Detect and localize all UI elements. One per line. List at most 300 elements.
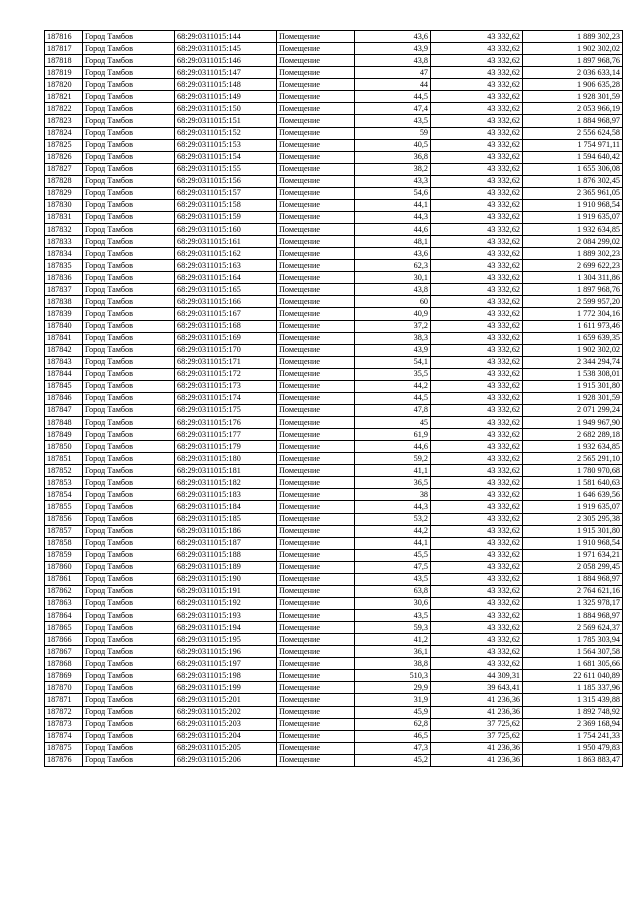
cadastral-number-cell: 68:29:0311015:185 [175, 513, 277, 525]
cadastral-value-cell: 1 902 302,02 [523, 344, 623, 356]
row-number-cell: 187850 [45, 441, 83, 453]
area-cell: 43,3 [355, 175, 431, 187]
area-cell: 36,1 [355, 646, 431, 658]
table-row [45, 103, 623, 115]
table-row [45, 670, 623, 682]
row-number-cell: 187870 [45, 682, 83, 694]
cadastral-value-cell: 2 369 168,94 [523, 718, 623, 730]
area-cell: 46,5 [355, 730, 431, 742]
row-number-cell: 187830 [45, 199, 83, 211]
row-number-cell: 187843 [45, 356, 83, 368]
table-row [45, 525, 623, 537]
specific-value-cell: 43 332,62 [431, 477, 523, 489]
cadastral-value-cell: 1 655 306,08 [523, 163, 623, 175]
cadastral-number-cell: 68:29:0311015:191 [175, 585, 277, 597]
row-number-cell: 187861 [45, 573, 83, 585]
table-body [45, 31, 623, 767]
cadastral-number-cell: 68:29:0311015:172 [175, 368, 277, 380]
municipality-cell: Город Тамбов [83, 320, 175, 332]
municipality-cell: Город Тамбов [83, 694, 175, 706]
specific-value-cell: 43 332,62 [431, 236, 523, 248]
table-row [45, 43, 623, 55]
table-row [45, 236, 623, 248]
specific-value-cell: 43 332,62 [431, 441, 523, 453]
row-number-cell: 187864 [45, 610, 83, 622]
row-number-cell: 187871 [45, 694, 83, 706]
row-number-cell: 187855 [45, 501, 83, 513]
municipality-cell: Город Тамбов [83, 79, 175, 91]
cadastral-value-cell: 1 876 302,45 [523, 175, 623, 187]
object-type-cell: Помещение [277, 622, 355, 634]
area-cell: 45,9 [355, 706, 431, 718]
area-cell: 43,5 [355, 115, 431, 127]
cadastral-number-cell: 68:29:0311015:175 [175, 404, 277, 416]
object-type-cell: Помещение [277, 706, 355, 718]
cadastral-value-cell: 1 892 748,92 [523, 706, 623, 718]
cadastral-number-cell: 68:29:0311015:206 [175, 754, 277, 766]
specific-value-cell: 43 332,62 [431, 525, 523, 537]
municipality-cell: Город Тамбов [83, 368, 175, 380]
cadastral-value-cell: 2 599 957,20 [523, 296, 623, 308]
area-cell: 44,2 [355, 380, 431, 392]
cadastral-value-cell: 1 884 968,97 [523, 610, 623, 622]
municipality-cell: Город Тамбов [83, 441, 175, 453]
row-number-cell: 187874 [45, 730, 83, 742]
object-type-cell: Помещение [277, 248, 355, 260]
area-cell: 38 [355, 489, 431, 501]
municipality-cell: Город Тамбов [83, 404, 175, 416]
object-type-cell: Помещение [277, 163, 355, 175]
object-type-cell: Помещение [277, 417, 355, 429]
area-cell: 59,3 [355, 622, 431, 634]
object-type-cell: Помещение [277, 127, 355, 139]
object-type-cell: Помещение [277, 501, 355, 513]
table-row [45, 175, 623, 187]
cadastral-number-cell: 68:29:0311015:164 [175, 272, 277, 284]
row-number-cell: 187839 [45, 308, 83, 320]
municipality-cell: Город Тамбов [83, 187, 175, 199]
cadastral-value-cell: 1 581 640,63 [523, 477, 623, 489]
row-number-cell: 187852 [45, 465, 83, 477]
object-type-cell: Помещение [277, 573, 355, 585]
area-cell: 59 [355, 127, 431, 139]
object-type-cell: Помещение [277, 175, 355, 187]
specific-value-cell: 43 332,62 [431, 513, 523, 525]
row-number-cell: 187858 [45, 537, 83, 549]
object-type-cell: Помещение [277, 55, 355, 67]
cadastral-number-cell: 68:29:0311015:153 [175, 139, 277, 151]
municipality-cell: Город Тамбов [83, 332, 175, 344]
municipality-cell: Город Тамбов [83, 634, 175, 646]
table-row [45, 658, 623, 670]
municipality-cell: Город Тамбов [83, 224, 175, 236]
object-type-cell: Помещение [277, 211, 355, 223]
table-row [45, 489, 623, 501]
cadastral-value-cell: 2 036 633,14 [523, 67, 623, 79]
row-number-cell: 187841 [45, 332, 83, 344]
cadastral-number-cell: 68:29:0311015:201 [175, 694, 277, 706]
specific-value-cell: 43 332,62 [431, 368, 523, 380]
table-row [45, 404, 623, 416]
cadastral-value-cell: 1 971 634,21 [523, 549, 623, 561]
specific-value-cell: 43 332,62 [431, 573, 523, 585]
cadastral-value-cell: 1 772 304,16 [523, 308, 623, 320]
cadastral-number-cell: 68:29:0311015:160 [175, 224, 277, 236]
area-cell: 43,8 [355, 284, 431, 296]
specific-value-cell: 43 332,62 [431, 429, 523, 441]
cadastral-value-cell: 1 932 634,85 [523, 441, 623, 453]
cadastral-value-cell: 2 365 961,05 [523, 187, 623, 199]
object-type-cell: Помещение [277, 308, 355, 320]
cadastral-value-cell: 1 785 303,94 [523, 634, 623, 646]
row-number-cell: 187819 [45, 67, 83, 79]
row-number-cell: 187867 [45, 646, 83, 658]
municipality-cell: Город Тамбов [83, 31, 175, 43]
table-row [45, 573, 623, 585]
municipality-cell: Город Тамбов [83, 308, 175, 320]
table-row [45, 115, 623, 127]
cadastral-value-cell: 2 344 294,74 [523, 356, 623, 368]
table-row [45, 477, 623, 489]
specific-value-cell: 43 332,62 [431, 103, 523, 115]
cadastral-value-cell: 1 304 311,86 [523, 272, 623, 284]
row-number-cell: 187869 [45, 670, 83, 682]
area-cell: 36,8 [355, 151, 431, 163]
municipality-cell: Город Тамбов [83, 248, 175, 260]
cadastral-value-cell: 1 950 479,83 [523, 742, 623, 754]
object-type-cell: Помещение [277, 525, 355, 537]
row-number-cell: 187820 [45, 79, 83, 91]
specific-value-cell: 43 332,62 [431, 453, 523, 465]
object-type-cell: Помещение [277, 489, 355, 501]
specific-value-cell: 43 332,62 [431, 634, 523, 646]
table-row [45, 211, 623, 223]
data-table [44, 30, 623, 767]
area-cell: 41,2 [355, 634, 431, 646]
row-number-cell: 187838 [45, 296, 83, 308]
area-cell: 53,2 [355, 513, 431, 525]
specific-value-cell: 43 332,62 [431, 537, 523, 549]
table-row [45, 308, 623, 320]
object-type-cell: Помещение [277, 31, 355, 43]
object-type-cell: Помещение [277, 187, 355, 199]
municipality-cell: Город Тамбов [83, 43, 175, 55]
object-type-cell: Помещение [277, 634, 355, 646]
table-row [45, 380, 623, 392]
table-row [45, 742, 623, 754]
object-type-cell: Помещение [277, 139, 355, 151]
object-type-cell: Помещение [277, 115, 355, 127]
area-cell: 47,5 [355, 561, 431, 573]
table-row [45, 260, 623, 272]
area-cell: 38,2 [355, 163, 431, 175]
municipality-cell: Город Тамбов [83, 646, 175, 658]
row-number-cell: 187826 [45, 151, 83, 163]
municipality-cell: Город Тамбов [83, 260, 175, 272]
cadastral-number-cell: 68:29:0311015:179 [175, 441, 277, 453]
cadastral-number-cell: 68:29:0311015:152 [175, 127, 277, 139]
row-number-cell: 187857 [45, 525, 83, 537]
municipality-cell: Город Тамбов [83, 513, 175, 525]
area-cell: 47,3 [355, 742, 431, 754]
cadastral-number-cell: 68:29:0311015:166 [175, 296, 277, 308]
specific-value-cell: 41 236,36 [431, 706, 523, 718]
row-number-cell: 187834 [45, 248, 83, 260]
municipality-cell: Город Тамбов [83, 525, 175, 537]
row-number-cell: 187875 [45, 742, 83, 754]
cadastral-number-cell: 68:29:0311015:156 [175, 175, 277, 187]
municipality-cell: Город Тамбов [83, 453, 175, 465]
specific-value-cell: 43 332,62 [431, 115, 523, 127]
municipality-cell: Город Тамбов [83, 585, 175, 597]
municipality-cell: Город Тамбов [83, 163, 175, 175]
area-cell: 38,8 [355, 658, 431, 670]
cadastral-value-cell: 1 919 635,07 [523, 211, 623, 223]
object-type-cell: Помещение [277, 284, 355, 296]
cadastral-number-cell: 68:29:0311015:174 [175, 392, 277, 404]
municipality-cell: Город Тамбов [83, 537, 175, 549]
object-type-cell: Помещение [277, 585, 355, 597]
municipality-cell: Город Тамбов [83, 127, 175, 139]
specific-value-cell: 43 332,62 [431, 31, 523, 43]
table-row [45, 199, 623, 211]
area-cell: 43,8 [355, 55, 431, 67]
cadastral-number-cell: 68:29:0311015:159 [175, 211, 277, 223]
cadastral-value-cell: 1 659 639,35 [523, 332, 623, 344]
area-cell: 43,6 [355, 248, 431, 260]
cadastral-number-cell: 68:29:0311015:187 [175, 537, 277, 549]
cadastral-value-cell: 1 646 639,56 [523, 489, 623, 501]
object-type-cell: Помещение [277, 344, 355, 356]
row-number-cell: 187828 [45, 175, 83, 187]
cadastral-number-cell: 68:29:0311015:184 [175, 501, 277, 513]
table-row [45, 597, 623, 609]
cadastral-number-cell: 68:29:0311015:177 [175, 429, 277, 441]
specific-value-cell: 43 332,62 [431, 646, 523, 658]
cadastral-value-cell: 2 556 624,58 [523, 127, 623, 139]
object-type-cell: Помещение [277, 465, 355, 477]
municipality-cell: Город Тамбов [83, 658, 175, 670]
specific-value-cell: 43 332,62 [431, 55, 523, 67]
table-row [45, 284, 623, 296]
table-row [45, 718, 623, 730]
cadastral-number-cell: 68:29:0311015:167 [175, 308, 277, 320]
municipality-cell: Город Тамбов [83, 151, 175, 163]
cadastral-value-cell: 2 053 966,19 [523, 103, 623, 115]
specific-value-cell: 43 332,62 [431, 356, 523, 368]
cadastral-number-cell: 68:29:0311015:192 [175, 597, 277, 609]
object-type-cell: Помещение [277, 694, 355, 706]
area-cell: 40,9 [355, 308, 431, 320]
municipality-cell: Город Тамбов [83, 67, 175, 79]
cadastral-value-cell: 1 863 883,47 [523, 754, 623, 766]
specific-value-cell: 43 332,62 [431, 561, 523, 573]
cadastral-number-cell: 68:29:0311015:180 [175, 453, 277, 465]
cadastral-number-cell: 68:29:0311015:195 [175, 634, 277, 646]
specific-value-cell: 43 332,62 [431, 404, 523, 416]
row-number-cell: 187854 [45, 489, 83, 501]
object-type-cell: Помещение [277, 199, 355, 211]
row-number-cell: 187865 [45, 622, 83, 634]
area-cell: 44,6 [355, 441, 431, 453]
table-row [45, 392, 623, 404]
cadastral-value-cell: 2 084 299,02 [523, 236, 623, 248]
row-number-cell: 187844 [45, 368, 83, 380]
cadastral-value-cell: 1 932 634,85 [523, 224, 623, 236]
cadastral-number-cell: 68:29:0311015:163 [175, 260, 277, 272]
cadastral-number-cell: 68:29:0311015:154 [175, 151, 277, 163]
row-number-cell: 187823 [45, 115, 83, 127]
cadastral-value-cell: 2 682 289,18 [523, 429, 623, 441]
specific-value-cell: 43 332,62 [431, 308, 523, 320]
cadastral-value-cell: 22 611 040,89 [523, 670, 623, 682]
cadastral-number-cell: 68:29:0311015:198 [175, 670, 277, 682]
specific-value-cell: 43 332,62 [431, 79, 523, 91]
area-cell: 44,5 [355, 91, 431, 103]
object-type-cell: Помещение [277, 392, 355, 404]
cadastral-value-cell: 1 897 968,76 [523, 284, 623, 296]
municipality-cell: Город Тамбов [83, 549, 175, 561]
table-row [45, 91, 623, 103]
object-type-cell: Помещение [277, 453, 355, 465]
specific-value-cell: 37 725,62 [431, 730, 523, 742]
object-type-cell: Помещение [277, 296, 355, 308]
table-row [45, 344, 623, 356]
object-type-cell: Помещение [277, 356, 355, 368]
table-row [45, 682, 623, 694]
cadastral-number-cell: 68:29:0311015:176 [175, 417, 277, 429]
row-number-cell: 187831 [45, 211, 83, 223]
area-cell: 41,1 [355, 465, 431, 477]
specific-value-cell: 43 332,62 [431, 320, 523, 332]
table-row [45, 272, 623, 284]
table-row [45, 585, 623, 597]
table-row [45, 754, 623, 766]
cadastral-number-cell: 68:29:0311015:205 [175, 742, 277, 754]
object-type-cell: Помещение [277, 67, 355, 79]
cadastral-number-cell: 68:29:0311015:204 [175, 730, 277, 742]
row-number-cell: 187872 [45, 706, 83, 718]
specific-value-cell: 43 332,62 [431, 417, 523, 429]
table-row [45, 513, 623, 525]
row-number-cell: 187847 [45, 404, 83, 416]
specific-value-cell: 43 332,62 [431, 658, 523, 670]
row-number-cell: 187853 [45, 477, 83, 489]
area-cell: 38,3 [355, 332, 431, 344]
cadastral-number-cell: 68:29:0311015:194 [175, 622, 277, 634]
object-type-cell: Помещение [277, 103, 355, 115]
object-type-cell: Помещение [277, 404, 355, 416]
row-number-cell: 187824 [45, 127, 83, 139]
specific-value-cell: 43 332,62 [431, 597, 523, 609]
area-cell: 45 [355, 417, 431, 429]
area-cell: 44,1 [355, 537, 431, 549]
municipality-cell: Город Тамбов [83, 211, 175, 223]
cadastral-number-cell: 68:29:0311015:161 [175, 236, 277, 248]
object-type-cell: Помещение [277, 549, 355, 561]
cadastral-number-cell: 68:29:0311015:188 [175, 549, 277, 561]
municipality-cell: Город Тамбов [83, 115, 175, 127]
table-row [45, 694, 623, 706]
specific-value-cell: 43 332,62 [431, 163, 523, 175]
municipality-cell: Город Тамбов [83, 610, 175, 622]
row-number-cell: 187846 [45, 392, 83, 404]
area-cell: 30,1 [355, 272, 431, 284]
object-type-cell: Помещение [277, 658, 355, 670]
area-cell: 30,6 [355, 597, 431, 609]
cadastral-value-cell: 1 906 635,28 [523, 79, 623, 91]
cadastral-number-cell: 68:29:0311015:169 [175, 332, 277, 344]
table-row [45, 622, 623, 634]
cadastral-value-cell: 2 305 295,38 [523, 513, 623, 525]
cadastral-value-cell: 2 058 299,45 [523, 561, 623, 573]
row-number-cell: 187818 [45, 55, 83, 67]
row-number-cell: 187837 [45, 284, 83, 296]
area-cell: 44,5 [355, 392, 431, 404]
municipality-cell: Город Тамбов [83, 103, 175, 115]
cadastral-number-cell: 68:29:0311015:193 [175, 610, 277, 622]
cadastral-number-cell: 68:29:0311015:168 [175, 320, 277, 332]
cadastral-number-cell: 68:29:0311015:145 [175, 43, 277, 55]
row-number-cell: 187851 [45, 453, 83, 465]
object-type-cell: Помещение [277, 561, 355, 573]
cadastral-value-cell: 2 569 624,37 [523, 622, 623, 634]
row-number-cell: 187836 [45, 272, 83, 284]
row-number-cell: 187845 [45, 380, 83, 392]
area-cell: 47 [355, 67, 431, 79]
specific-value-cell: 43 332,62 [431, 489, 523, 501]
cadastral-number-cell: 68:29:0311015:157 [175, 187, 277, 199]
specific-value-cell: 43 332,62 [431, 284, 523, 296]
cadastral-value-cell: 1 902 302,02 [523, 43, 623, 55]
municipality-cell: Город Тамбов [83, 742, 175, 754]
row-number-cell: 187863 [45, 597, 83, 609]
area-cell: 43,5 [355, 573, 431, 585]
object-type-cell: Помещение [277, 272, 355, 284]
area-cell: 29,9 [355, 682, 431, 694]
object-type-cell: Помещение [277, 151, 355, 163]
row-number-cell: 187816 [45, 31, 83, 43]
specific-value-cell: 43 332,62 [431, 211, 523, 223]
specific-value-cell: 43 332,62 [431, 199, 523, 211]
row-number-cell: 187822 [45, 103, 83, 115]
table-row [45, 67, 623, 79]
row-number-cell: 187856 [45, 513, 83, 525]
cadastral-number-cell: 68:29:0311015:144 [175, 31, 277, 43]
cadastral-value-cell: 1 949 967,90 [523, 417, 623, 429]
specific-value-cell: 43 332,62 [431, 585, 523, 597]
object-type-cell: Помещение [277, 742, 355, 754]
area-cell: 62,3 [355, 260, 431, 272]
cadastral-number-cell: 68:29:0311015:190 [175, 573, 277, 585]
cadastral-number-cell: 68:29:0311015:149 [175, 91, 277, 103]
area-cell: 60 [355, 296, 431, 308]
table-row [45, 610, 623, 622]
area-cell: 59,2 [355, 453, 431, 465]
table-row [45, 163, 623, 175]
municipality-cell: Город Тамбов [83, 597, 175, 609]
municipality-cell: Город Тамбов [83, 622, 175, 634]
table-row [45, 31, 623, 43]
cadastral-number-cell: 68:29:0311015:203 [175, 718, 277, 730]
table-row [45, 224, 623, 236]
area-cell: 47,8 [355, 404, 431, 416]
municipality-cell: Город Тамбов [83, 356, 175, 368]
cadastral-number-cell: 68:29:0311015:181 [175, 465, 277, 477]
cadastral-number-cell: 68:29:0311015:148 [175, 79, 277, 91]
area-cell: 31,9 [355, 694, 431, 706]
cadastral-value-cell: 1 919 635,07 [523, 501, 623, 513]
